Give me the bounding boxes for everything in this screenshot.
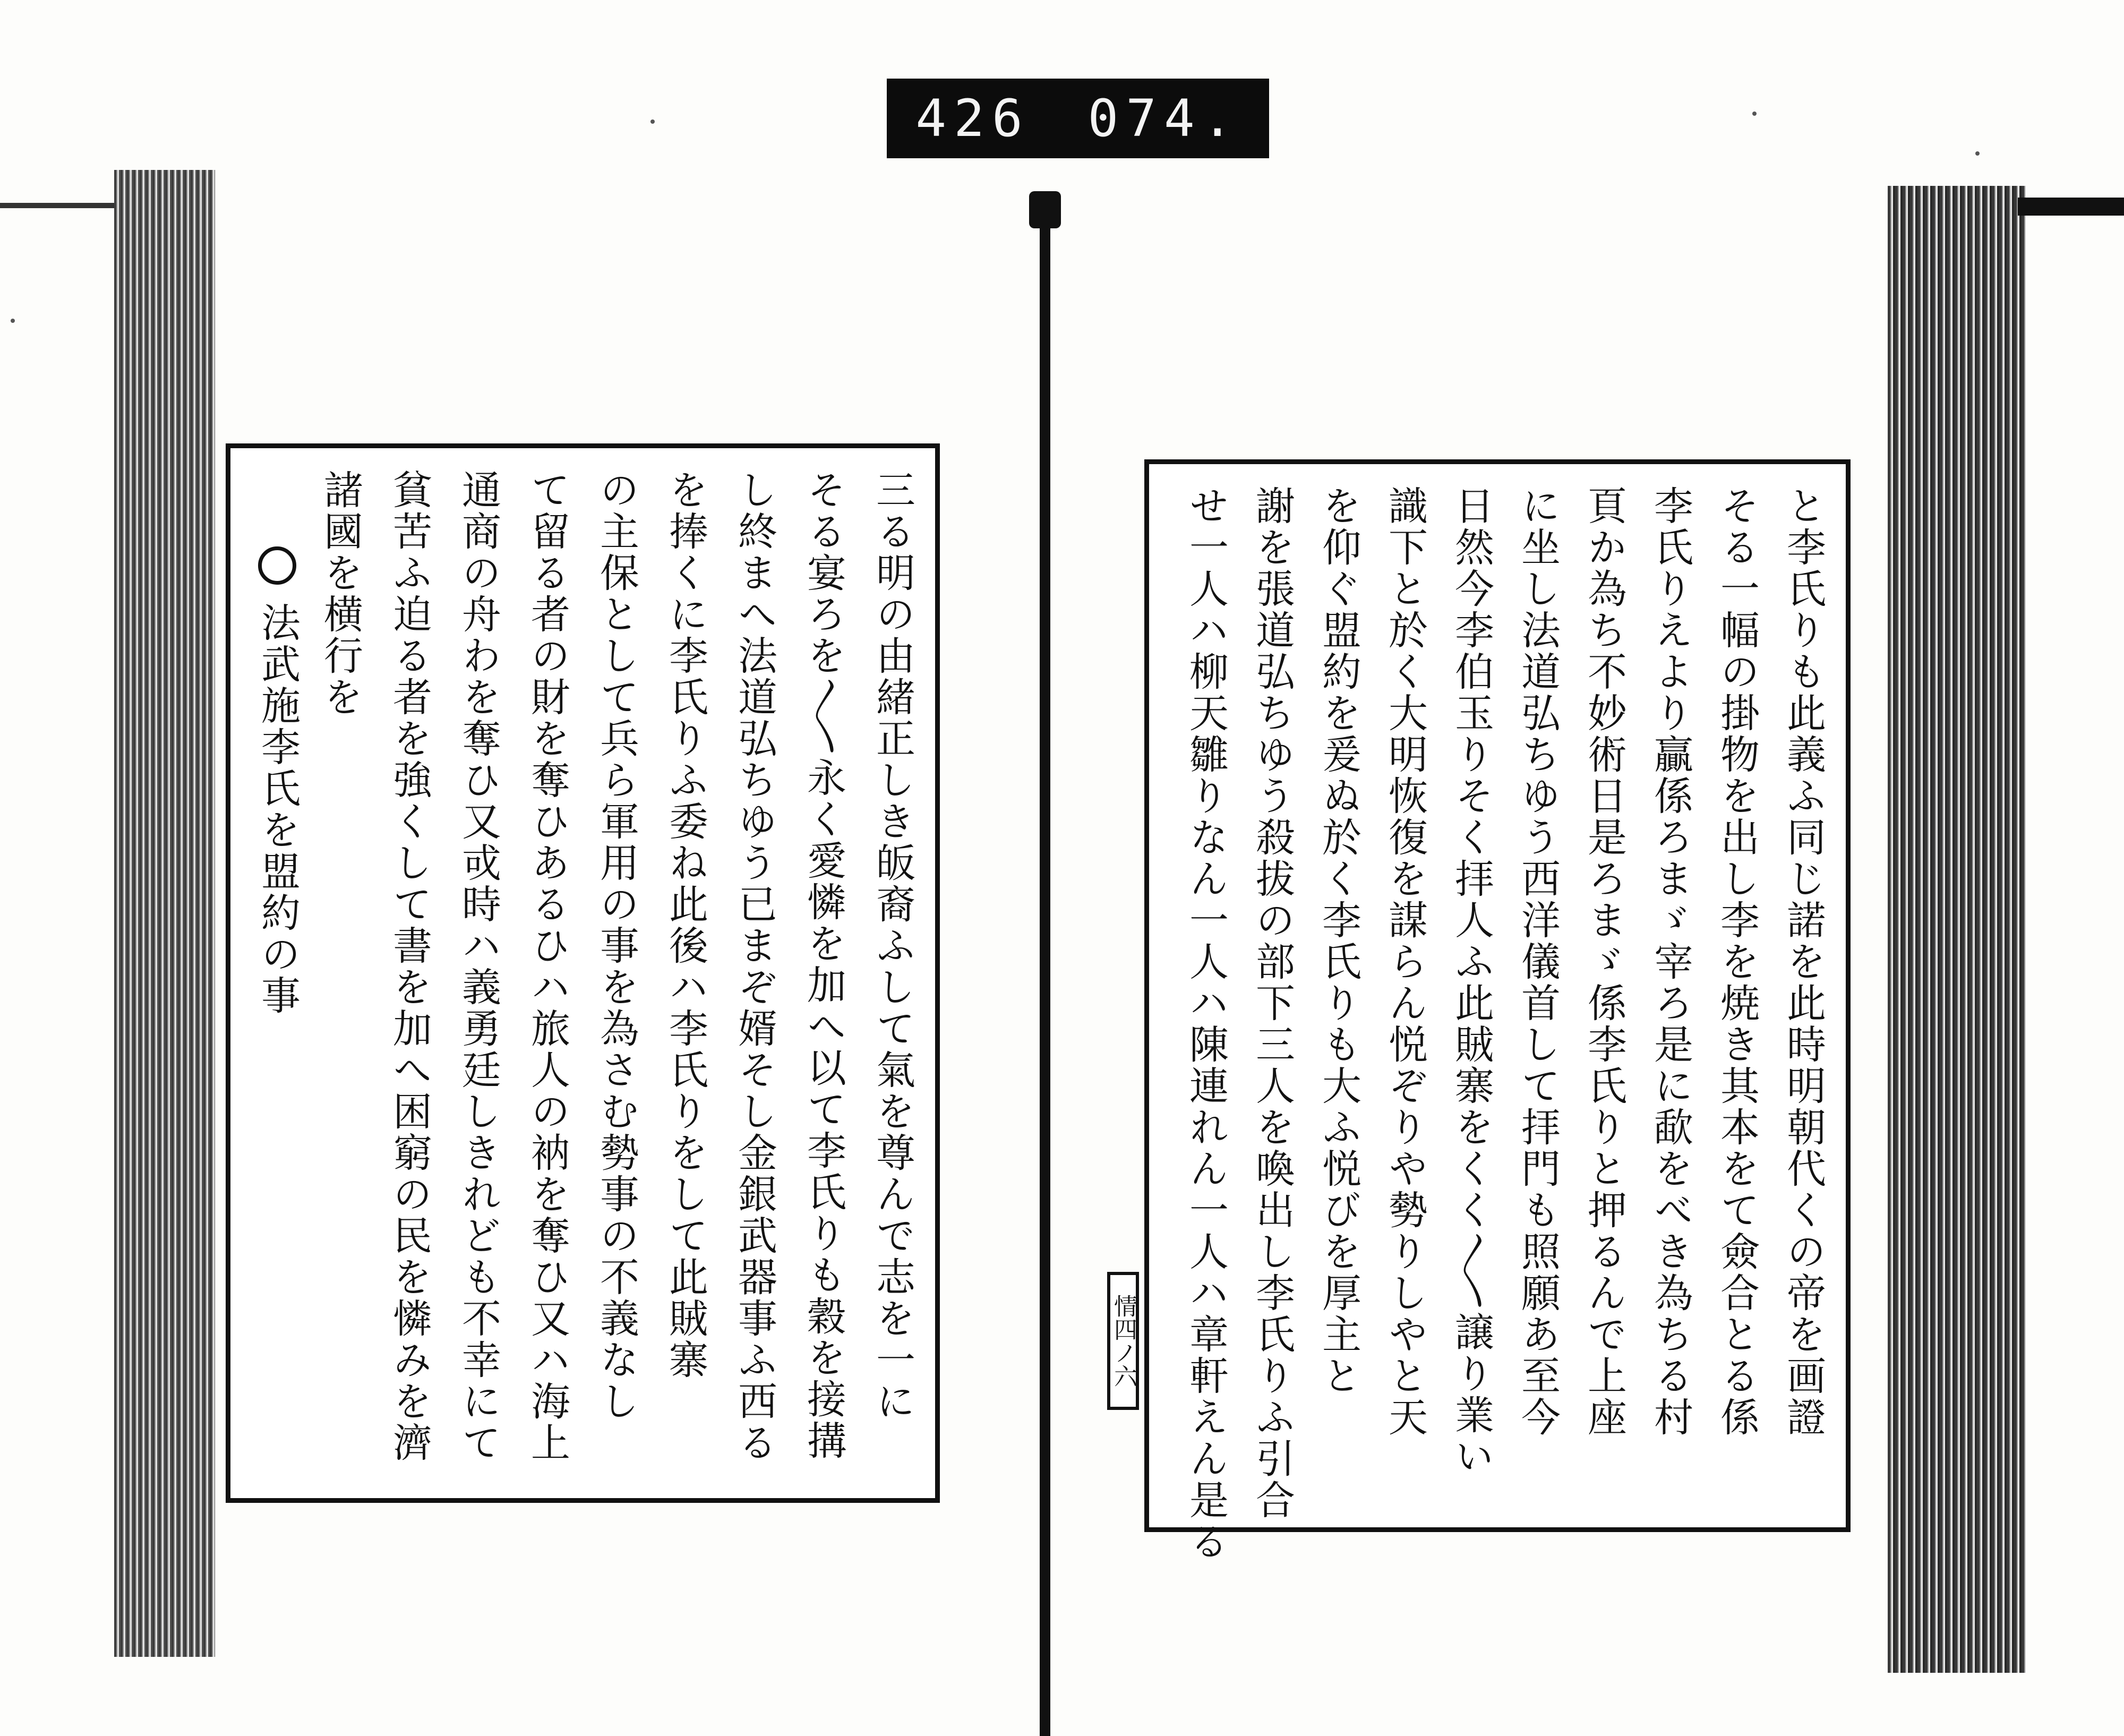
text-column: 謝を張道弘ちゆう殺拔の部下三人を喚出し李氏りふ引合: [1249, 485, 1295, 1521]
text-column: 通商の舟わを奪ひ又戓時ハ義勇廷しきれども不幸にて: [456, 469, 501, 1464]
scan-speck: [1975, 151, 1980, 156]
text-column: 貧苦ふ迫る者を強くして書を加へ困窮の民を憐みを濟: [387, 469, 432, 1464]
text-column: 日然今李伯玉りそく拝人ふ此賊寨をくく〳〵譲り業い: [1449, 485, 1494, 1477]
right-page-edge: [1888, 186, 2026, 1673]
text-column: 頁か為ち不妙術日是ろまゞ係李氏りと押るんで上座: [1581, 485, 1627, 1438]
frame-number-left: 426: [915, 89, 1030, 148]
text-column: て留る者の財を奪ひあるひハ旅人の衲を奪ひ又ハ海上: [525, 469, 570, 1464]
section-heading: 法武施李氏を盟約の事: [255, 602, 301, 1016]
right-page-textbox: [1144, 459, 1851, 1562]
scan-speck: [1752, 112, 1757, 116]
frame-label: [887, 79, 1269, 158]
text-column: 三る明の由緒正しき皈裔ふして氣を尊んで志を一に: [870, 469, 915, 1422]
text-column: せ一人ハ柳天雛りなん一人ハ陳連れん一人ハ章軒えん是る: [1183, 485, 1229, 1562]
text-column: 識下と於く大明恢復を謀らん悦ぞりや勢りしやと天: [1382, 485, 1428, 1438]
text-column: を仰ぐ盟約を爰ぬ於く李氏りも大ふ悦びを厚主と: [1316, 485, 1361, 1397]
text-column: 諸國を横行を: [318, 469, 363, 718]
scan-speck: [650, 119, 655, 124]
circle-mark-icon: [258, 546, 296, 585]
left-page-edge: [114, 170, 215, 1657]
text-column: 李氏りえより贏係ろまゞ宰ろ是に歃をべき為ちる村: [1648, 485, 1693, 1438]
left-page-rule: [0, 203, 114, 208]
text-column: と李氏りも此義ふ同じ諾を此時明朝代くの帝を画證: [1780, 485, 1826, 1438]
volume-tab: 情四ノ六: [1107, 1272, 1139, 1410]
frame-number-right: 074.: [1087, 89, 1240, 148]
book-spine: [1040, 195, 1050, 1736]
right-page-tab: [2018, 198, 2124, 216]
text-column: し終まへ法道弘ちゆう已まぞ婿そし金銀武器事ふ西る: [732, 469, 777, 1464]
text-column: そる宴ろを〳〵永く愛憐を加へ以て李氏りも穀を接搆: [801, 469, 846, 1461]
text-column: に坐し法道弘ちゆう西洋儀首して拝門も照願あ至今: [1515, 485, 1561, 1438]
left-page-textbox: [226, 443, 940, 1503]
scan-speck: [11, 319, 15, 323]
text-column: そる一幅の掛物を出し李を焼き其本をて僉合とる係: [1714, 485, 1760, 1438]
text-column: を捧くに李氏りふ委ね此後ハ李氏りをして此賊寨: [663, 469, 708, 1381]
text-column: の主保として兵ら軍用の事を為さむ勢事の不義なし: [594, 469, 639, 1422]
